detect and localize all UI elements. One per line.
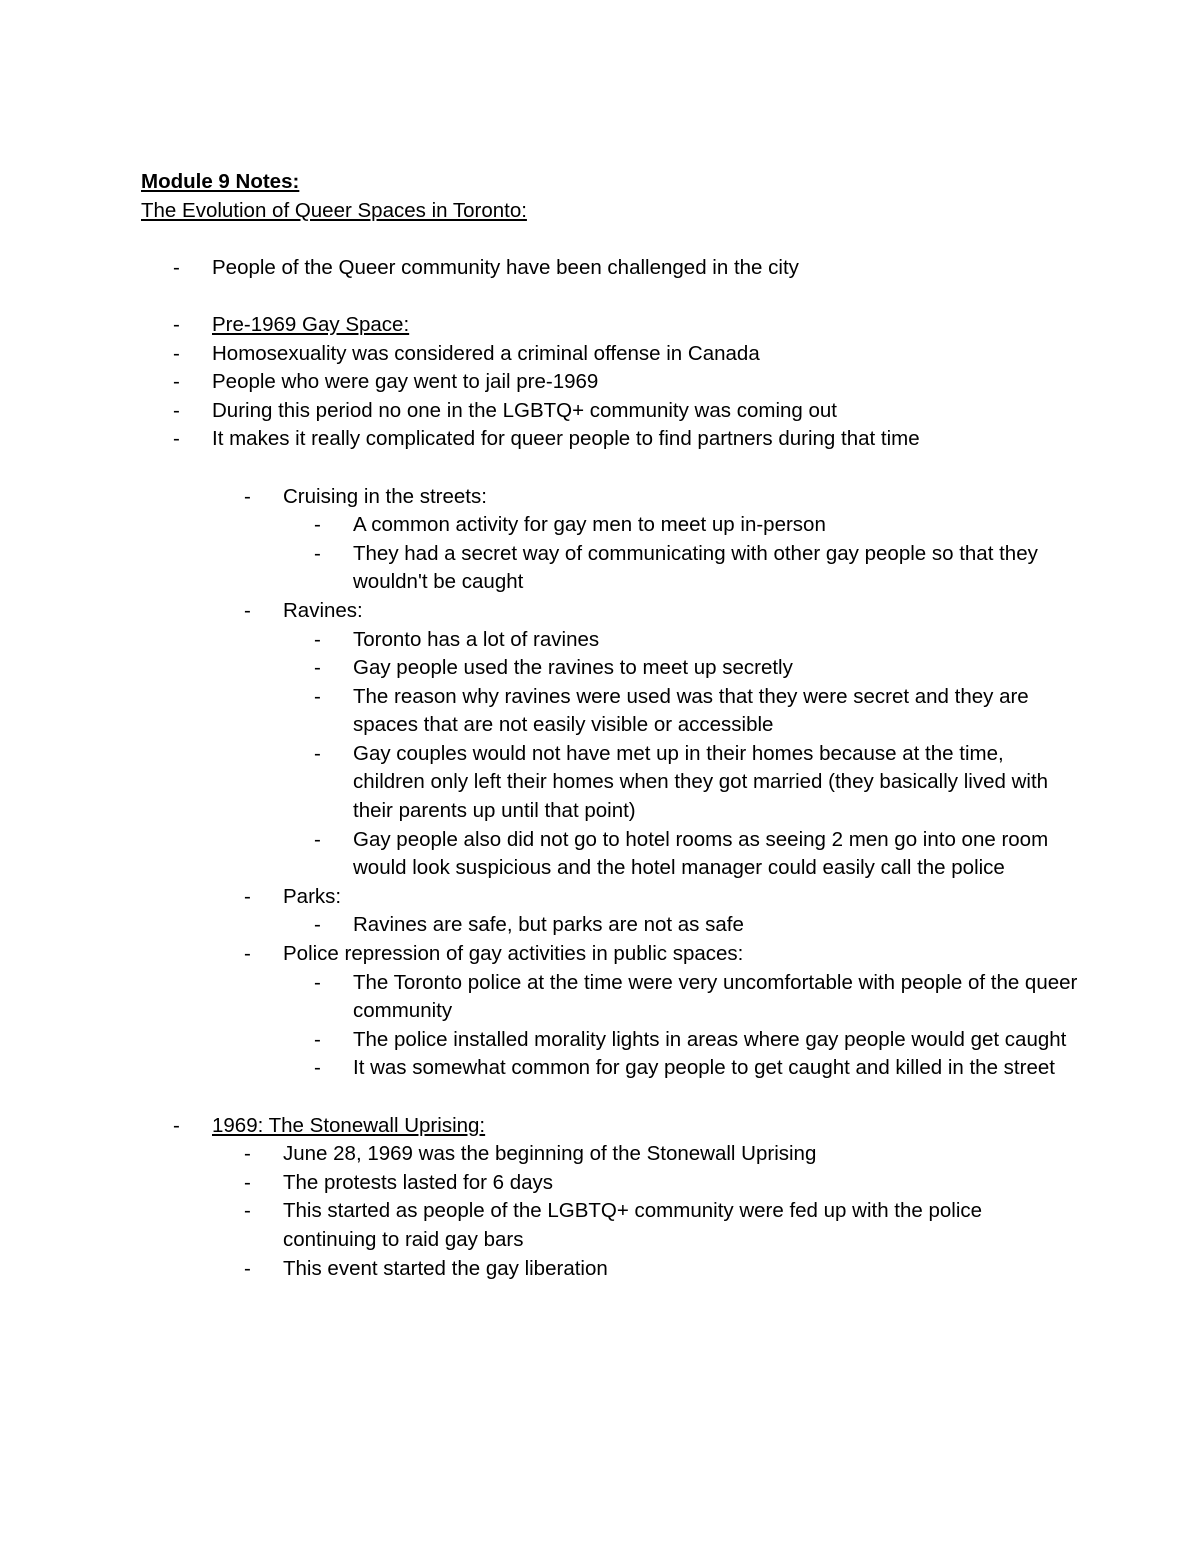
dash-bullet: -: [314, 513, 321, 537]
list-item: - This started as people of the LGBTQ+ community were fed up with the police continuing to raid gay bars: [244, 1199, 983, 1251]
list-item: - Gay people also did not go to hotel rooms as seeing 2 men go into one room would look suspicious and the hotel manager could easily call the police: [314, 827, 1049, 880]
dash-bullet: -: [173, 312, 180, 336]
list-item: - June 28, 1969 was the beginning of the Stonewall Uprising: [141, 1140, 1081, 1169]
subsection-parks: - Parks:: [141, 883, 1081, 912]
list-item: - It makes it really complicated for queer people to find partners during that time: [141, 425, 1081, 454]
dash-bullet: -: [314, 827, 321, 851]
list-item: - A common activity for gay men to meet up in-person: [141, 511, 1081, 540]
list-item: - Gay people used the ravines to meet up secretly: [141, 654, 1081, 683]
dash-bullet: -: [314, 541, 321, 565]
list-item: - People who were gay went to jail pre-1969: [141, 368, 1081, 397]
dash-bullet: -: [314, 913, 321, 937]
dash-bullet: -: [244, 1199, 251, 1223]
subsection-ravines: - Ravines:: [141, 597, 1081, 626]
notes-document: [141, 168, 1081, 1283]
section-heading-stonewall: - 1969: The Stonewall Uprising:: [141, 1112, 1081, 1141]
dash-bullet: -: [314, 741, 321, 765]
dash-bullet: -: [314, 1056, 321, 1080]
list-item: - Toronto has a lot of ravines: [141, 626, 1081, 655]
subsection-police: - Police repression of gay activities in public spaces:: [141, 940, 1081, 969]
list-item: - Ravines are safe, but parks are not as safe: [141, 911, 1081, 940]
dash-bullet: -: [314, 970, 321, 994]
list-item: - The police installed morality lights in areas where gay people would get caught: [141, 1026, 1081, 1055]
dash-bullet: -: [244, 1256, 251, 1280]
dash-bullet: -: [244, 942, 251, 966]
list-item: - During this period no one in the LGBTQ+ community was coming out: [141, 397, 1081, 426]
document-title: Module 9 Notes:: [141, 170, 300, 193]
dash-bullet: -: [173, 1113, 180, 1137]
dash-bullet: -: [244, 1142, 251, 1166]
dash-bullet: -: [173, 341, 180, 365]
list-item: - The reason why ravines were used was that they were secret and they are spaces that are not easily visible or accessible: [314, 684, 1029, 737]
subsection-cruising: - Cruising in the streets:: [141, 483, 1081, 512]
list-item: - People of the Queer community have been challenged in the city: [141, 254, 1081, 283]
list-item: - The protests lasted for 6 days: [141, 1169, 1081, 1198]
list-item: - This event started the gay liberation: [141, 1255, 1081, 1284]
list-item: - The Toronto police at the time were very uncomfortable with people of the queer community: [314, 970, 1078, 1023]
dash-bullet: -: [173, 370, 180, 394]
list-item: - Gay couples would not have met up in their homes because at the time, children only left their homes when they got married (they basically lived with their parents up until that point): [314, 741, 1049, 823]
dash-bullet: -: [314, 656, 321, 680]
dash-bullet: -: [244, 884, 251, 908]
dash-bullet: -: [173, 427, 180, 451]
dash-bullet: -: [314, 1027, 321, 1051]
list-item: - Homosexuality was considered a criminal offense in Canada: [141, 340, 1081, 369]
section-heading-pre1969: - Pre-1969 Gay Space:: [141, 311, 1081, 340]
list-item: - They had a secret way of communicating with other gay people so that they wouldn't be caught: [314, 541, 1038, 594]
dash-bullet: -: [173, 398, 180, 422]
dash-bullet: -: [173, 255, 180, 279]
list-item: - It was somewhat common for gay people to get caught and killed in the street: [141, 1054, 1081, 1083]
dash-bullet: -: [314, 627, 321, 651]
dash-bullet: -: [314, 684, 321, 708]
dash-bullet: -: [244, 484, 251, 508]
dash-bullet: -: [244, 598, 251, 622]
document-subtitle: The Evolution of Queer Spaces in Toronto:: [141, 198, 527, 222]
dash-bullet: -: [244, 1170, 251, 1194]
